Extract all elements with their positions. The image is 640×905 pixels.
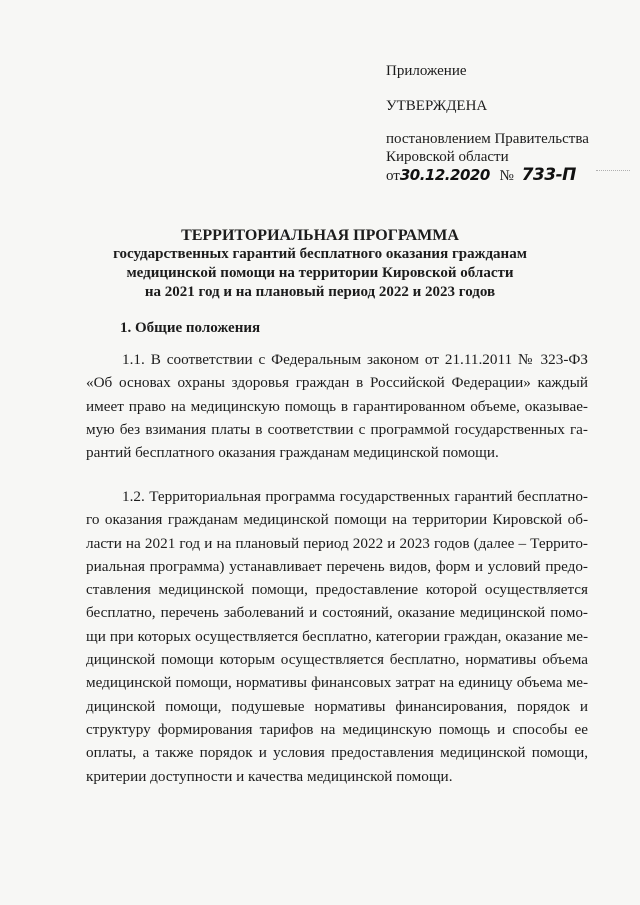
text-line: оплаты, а также порядок и условия предоставления медицинской помощи, (86, 744, 588, 762)
section-heading: 1. Общие положения (120, 320, 261, 336)
program-subtitle-line-3: на 2021 год и на плановый период 2022 и 2023 годов (144, 284, 496, 300)
text-line: мую без взимания платы в соответствии с программой государственных га- (86, 420, 588, 438)
approved-label: УТВЕРЖДЕНА (386, 98, 488, 114)
decree-line-2: Кировской области (386, 149, 509, 165)
text-line: дицинской помощи, подушевые нормативы финансирования, порядок и (86, 697, 588, 715)
text-line: бесплатно, перечень заболеваний и состояний, оказание медицинской помо- (86, 604, 588, 622)
decree-line-1: постановлением Правительства (386, 131, 589, 147)
program-subtitle-line-1: государственных гарантий бесплатного оказания гражданам (113, 246, 527, 262)
text-line: 1.1. В соответствии с Федеральным законом от 21.11.2011 № 323-ФЗ (122, 351, 588, 368)
text-line: ставления медицинской помощи, предоставление которой осуществляется (86, 581, 588, 599)
text-line: рантий бесплатного оказания гражданам медицинской помощи. (86, 444, 499, 462)
text-line: имеет право на медицинскую помощь в гарантированном объеме, оказывае- (86, 397, 588, 415)
text-line: критерии доступности и качества медицинской помощи. (86, 767, 453, 785)
text-line: «Об основах охраны здоровья граждан в Российской Федерации» каждый (86, 374, 588, 392)
program-subtitle-line-2: медицинской помощи на территории Кировской области (126, 265, 514, 281)
program-title: ТЕРРИТОРИАЛЬНАЯ ПРОГРАММА (181, 227, 459, 244)
text-line: 1.2. Территориальная программа государственных гарантий бесплатно- (122, 488, 588, 505)
decree-date-number-line (386, 166, 576, 185)
text-line: структуру формирования тарифов на медицинскую помощь и способы ее (86, 720, 588, 738)
scan-artifact-dots (596, 170, 630, 181)
handwritten-date: 30.12.2020 (399, 166, 490, 184)
paragraph-1-1 (86, 348, 588, 464)
text-line: го оказания гражданам медицинской помощи на территории Кировской об- (86, 511, 588, 529)
text-line: дицинской помощи которым осуществляется бесплатно, нормативы объема (86, 651, 588, 669)
text-line: щи при которых осуществляется бесплатно, категории граждан, оказание ме- (86, 627, 588, 645)
number-prefix: № (499, 168, 514, 184)
appendix-label: Приложение (386, 63, 467, 79)
handwritten-number: 733-П (521, 165, 576, 185)
text-line: медицинской помощи, нормативы финансовых затрат на единицу объема ме- (86, 674, 588, 692)
text-line: ласти на 2021 год и на плановый период 2022 и 2023 годов (далее – Террито- (86, 534, 588, 552)
paragraph-1-2 (86, 485, 588, 788)
text-line: риальная программа) устанавливает перечень видов, форм и условий предо- (86, 557, 588, 575)
from-prefix: от (386, 168, 400, 184)
